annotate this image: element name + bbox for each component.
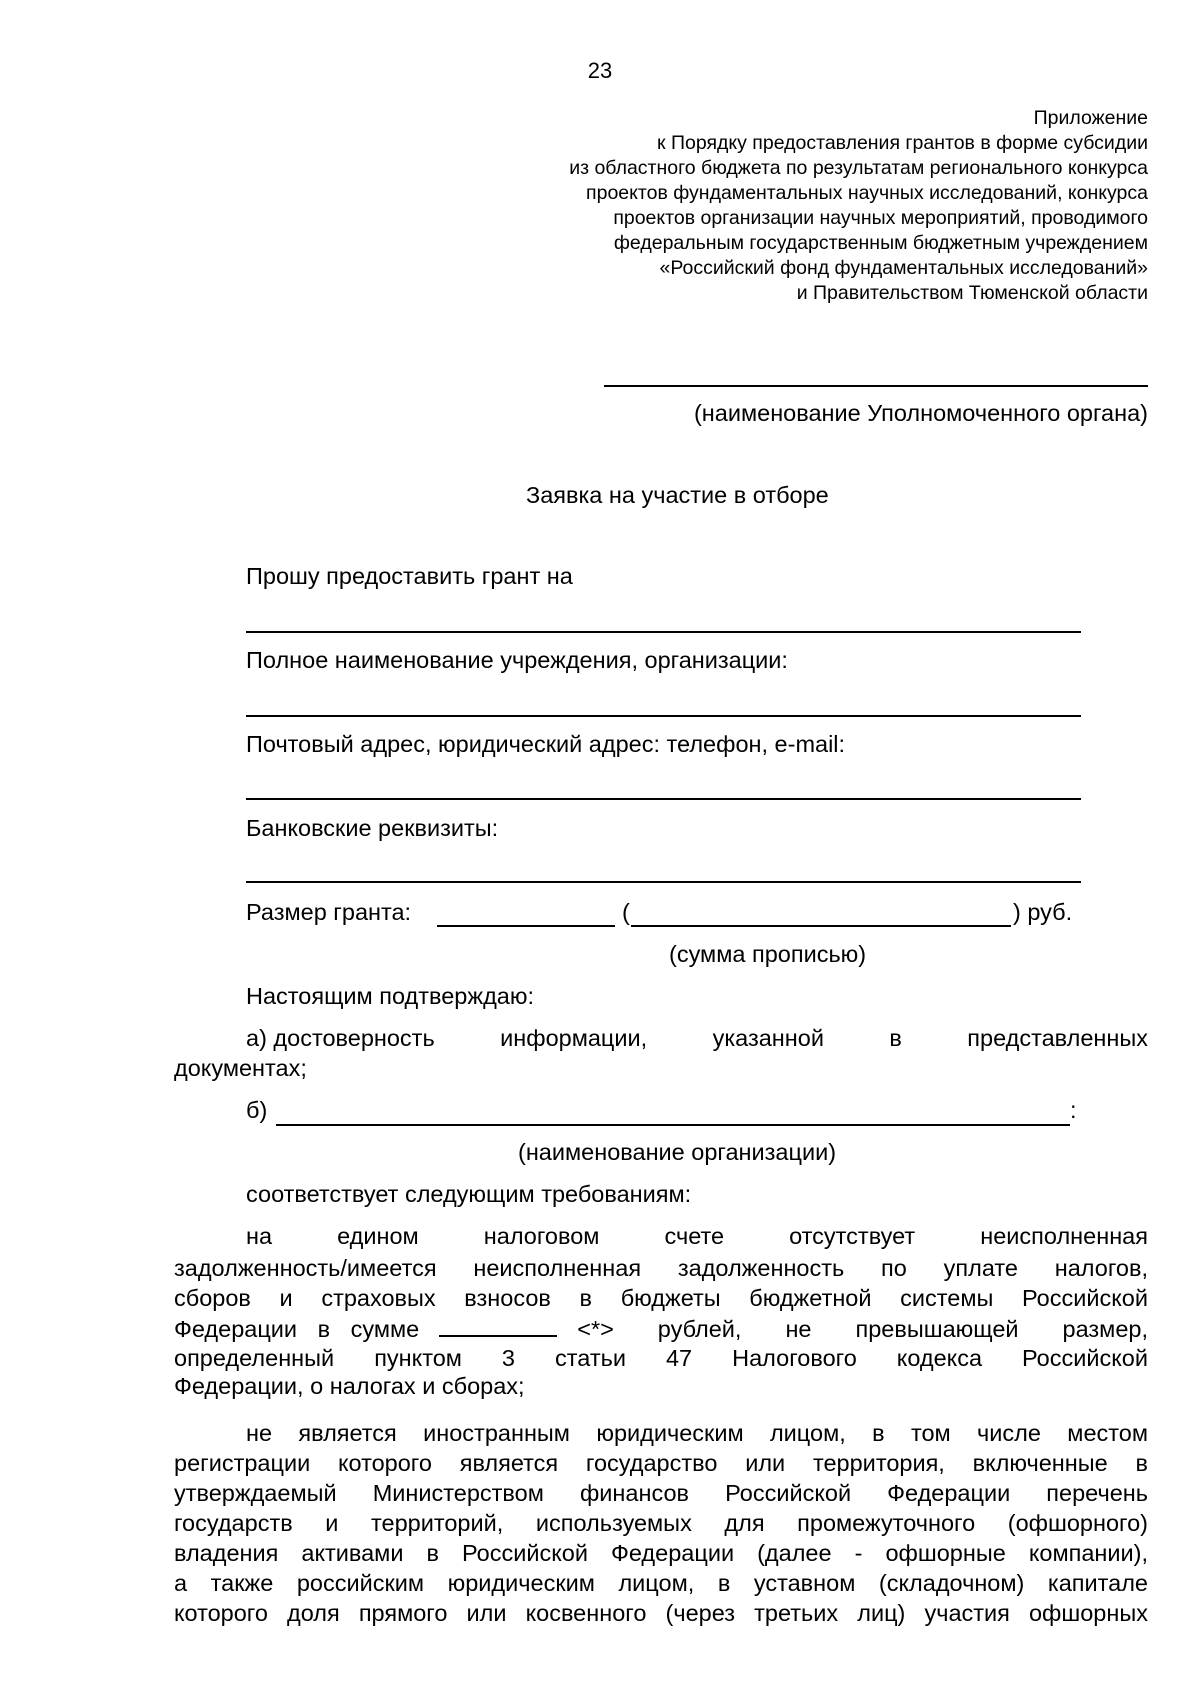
page-number: 23: [587, 58, 613, 83]
tax-paragraph-line: [246, 1223, 1148, 1250]
grant-size-label: Размер гранта:: [246, 899, 412, 925]
tax-word: счете: [664, 1223, 725, 1249]
requirements-intro: соответствует следующим требованиям:: [246, 1181, 692, 1207]
item-a-word: а) достоверность: [246, 1025, 435, 1051]
full-name-label: Полное наименование учреждения, организации:: [246, 647, 788, 673]
tax-paragraph-line: задолженность/имеется неисполненная задолженность по уплате налогов,: [174, 1255, 1148, 1281]
appendix-line: проектов организации научных мероприятий, проводимого: [613, 207, 1148, 229]
appendix-line: «Российский фонд фундаментальных исследований»: [659, 257, 1148, 279]
offshore-paragraph-line: утверждаемый Министерством финансов Российской Федерации перечень: [174, 1480, 1148, 1506]
confirm-label: Настоящим подтверждаю:: [246, 983, 535, 1009]
tax-word: неисполненная: [980, 1223, 1148, 1249]
tax-word: едином: [337, 1223, 419, 1249]
org-name-blank-line: [276, 1124, 1070, 1126]
address-label: Почтовый адрес, юридический адрес: телефон, e-mail:: [246, 731, 846, 757]
authority-caption: (наименование Уполномоченного органа): [693, 400, 1148, 426]
grant-size-currency: ) руб.: [1013, 899, 1073, 925]
authority-blank-line: [604, 385, 1148, 387]
offshore-paragraph-line: которого доля прямого или косвенного (через третьих лиц) участия офшорных: [174, 1600, 1148, 1626]
tax-sum-blank: [439, 1313, 557, 1337]
grant-request-blank-line: [246, 631, 1081, 633]
tax-word: на: [246, 1223, 273, 1249]
item-b-colon: :: [1070, 1097, 1077, 1123]
org-name-caption: (наименование организации): [518, 1139, 837, 1165]
bank-details-label: Банковские реквизиты:: [246, 815, 499, 841]
grant-request-label: Прошу предоставить грант на: [246, 563, 573, 589]
form-title: Заявка на участие в отборе: [526, 482, 829, 508]
sum-in-words-caption: (сумма прописью): [669, 941, 867, 967]
offshore-paragraph-line: регистрации которого является государство или территория, включенные в: [174, 1450, 1148, 1476]
offshore-paragraph-line: не является иностранным юридическим лицом, в том числе местом: [246, 1420, 1148, 1446]
appendix-line: федеральным государственным бюджетным учреждением: [613, 232, 1148, 254]
address-blank-line: [246, 798, 1081, 800]
tax-paragraph-line: [174, 1313, 1148, 1343]
tax-word: налоговом: [483, 1223, 600, 1249]
tax-word: отсутствует: [789, 1223, 916, 1249]
grant-words-blank-line: [631, 925, 1011, 927]
tax-paragraph-line: определенный пунктом 3 статьи 47 Налогового кодекса Российской: [174, 1345, 1148, 1371]
item-a-word: указанной: [712, 1025, 824, 1051]
appendix-line: и Правительством Тюменской области: [796, 282, 1148, 304]
item-a-word: представленных: [967, 1025, 1148, 1051]
tax-paragraph-line: сборов и страховых взносов в бюджеты бюджетной системы Российской: [174, 1285, 1148, 1311]
tax-sum-rest: <*> рублей, не превышающей размер,: [577, 1316, 1148, 1342]
grant-size-blank-line: [437, 925, 615, 927]
offshore-paragraph-line: а также российским юридическим лицом, в уставном (складочном) капитале: [174, 1570, 1148, 1596]
appendix-line: проектов фундаментальных научных исследований, конкурса: [586, 182, 1148, 204]
appendix-line: из областного бюджета по результатам регионального конкурса: [569, 157, 1148, 179]
tax-paragraph-line: Федерации, о налогах и сборах;: [174, 1373, 525, 1399]
item-a-continuation: документах;: [174, 1055, 307, 1081]
item-a-line: [246, 1025, 1148, 1052]
item-a-word: в: [889, 1025, 902, 1051]
item-a-word: информации,: [500, 1025, 648, 1051]
item-b-label: б): [246, 1097, 268, 1123]
appendix-title: Приложение: [1033, 107, 1148, 129]
appendix-line: к Порядку предоставления грантов в форме субсидии: [657, 132, 1148, 154]
offshore-paragraph-line: государств и территорий, используемых для промежуточного (офшорного): [174, 1510, 1148, 1536]
offshore-paragraph-line: владения активами в Российской Федерации (далее - офшорные компании),: [174, 1540, 1148, 1566]
grant-size-open-paren: (: [622, 899, 630, 925]
full-name-blank-line: [246, 715, 1081, 717]
bank-details-blank-line: [246, 881, 1081, 883]
tax-sum-label: Федерации в сумме: [174, 1316, 420, 1342]
